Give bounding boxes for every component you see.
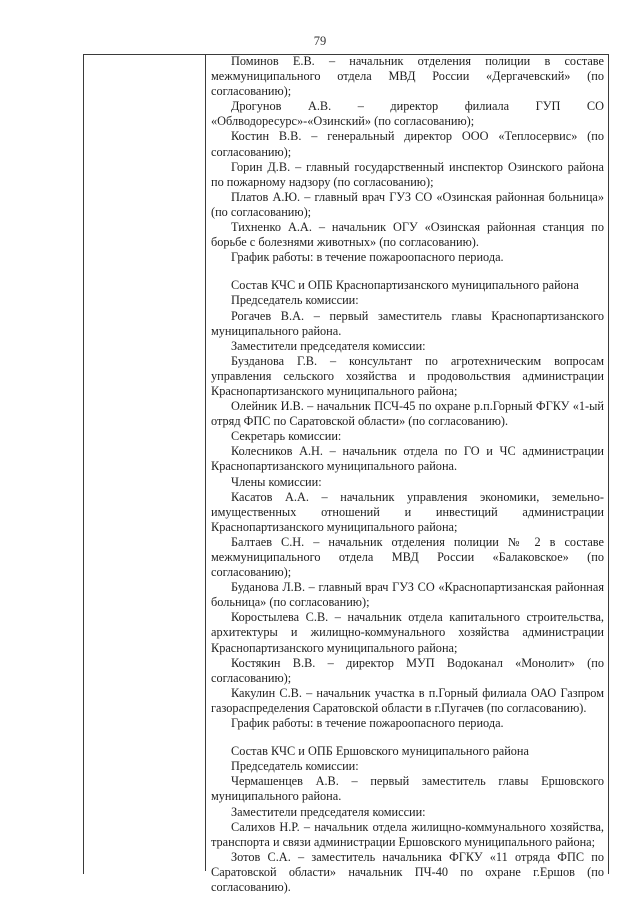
paragraph: График работы: в течение пожароопасного периода. [231, 716, 504, 731]
paragraph: Балтаев С.Н. – начальник отделения полиции № 2 в составе межмуниципального отдела МВД России «Балаковское» (по согласованию); [211, 534, 604, 580]
section-heading: Состав КЧС и ОПБ Ершовского муниципального района [231, 744, 529, 759]
paragraph: Коростылева С.В. – начальник отдела капитального строительства, архитектуры и жилищно-коммунального хозяйства администрации Краснопартизанского муниципального района; [211, 610, 604, 655]
paragraph: Горин Д.В. – главный государственный инспектор Озинского района по пожарному надзору (по согласованию); [211, 159, 604, 189]
paragraph: Рогачев В.А. – первый заместитель главы Краснопартизанского муниципального района. [211, 308, 604, 338]
paragraph: Костякин В.В. – директор МУП Водоканал «Монолит» (по согласованию); [211, 655, 604, 685]
paragraph: Буданова Л.В. – главный врач ГУЗ СО «Краснопартизанская районная больница» (по согласованию); [211, 580, 604, 610]
paragraph: Председатель комиссии: [231, 293, 359, 308]
table-column-divider [205, 54, 206, 871]
paragraph: Зотов С.А. – заместитель начальника ФГКУ «11 отряда ФПС по Саратовской области» начальник ПЧ-40 по охране г.Ершов (по согласованию). [211, 849, 604, 894]
paragraph: Бузданова Г.В. – консультант по агротехническим вопросам управления сельского хозяйства и продовольствия администрации Краснопартизанского муниципального района; [211, 353, 604, 398]
paragraph: Поминов Е.В. – начальник отделения полиции в составе межмуниципального отдела МВД России «Дергачевский» (по согласованию); [211, 54, 604, 99]
paragraph: Секретарь комиссии: [231, 429, 342, 444]
paragraph: Заместители председателя комиссии: [231, 338, 426, 353]
paragraph: Чермашенцев А.В. – первый заместитель главы Ершовского муниципального района. [211, 774, 604, 804]
paragraph: Салихов Н.Р. – начальник отдела жилищно-коммунального хозяйства, транспорта и связи администрации Ершовского муниципального района; [211, 819, 604, 849]
paragraph: Колесников А.Н. – начальник отдела по ГО и ЧС администрации Краснопартизанского муниципального района. [211, 444, 604, 474]
section-heading: Состав КЧС и ОПБ Краснопартизанского муниципального района [231, 278, 579, 293]
paragraph: Тихненко А.А. – начальник ОГУ «Озинская районная станция по борьбе с болезнями животных» (по согласованию). [211, 220, 604, 250]
paragraph: Платов А.Ю. – главный врач ГУЗ СО «Озинская районная больница» (по согласованию); [211, 189, 604, 219]
paragraph: График работы: в течение пожароопасного периода. [231, 250, 504, 265]
document-body [211, 54, 604, 895]
paragraph: Дрогунов А.В. – директор филиала ГУП СО «Облводоресурс»-«Озинский» (по согласованию); [211, 99, 604, 129]
page-number: 79 [313, 34, 327, 48]
table-right-border [608, 54, 609, 874]
paragraph: Касатов А.А. – начальник управления экономики, земельно-имущественных отношений и инвестиций администрации Краснопартизанского муниципального района; [211, 489, 604, 534]
paragraph: Заместители председателя комиссии: [231, 804, 426, 819]
section-gap [211, 265, 604, 278]
paragraph: Какулин С.В. – начальник участка в п.Горный филиала ОАО Газпром газораспределения Саратовской области в г.Пугачев (по согласованию). [211, 685, 604, 715]
paragraph: Олейник И.В. – начальник ПСЧ-45 по охране р.п.Горный ФГКУ «1-ый отряд ФПС по Саратовской области» (по согласованию). [211, 399, 604, 429]
paragraph: Члены комиссии: [231, 474, 322, 489]
table-left-border [83, 54, 84, 874]
paragraph: Костин В.В. – генеральный директор ООО «Теплосервис» (по согласованию); [211, 129, 604, 159]
section-gap [211, 731, 604, 744]
paragraph: Председатель комиссии: [231, 759, 359, 774]
